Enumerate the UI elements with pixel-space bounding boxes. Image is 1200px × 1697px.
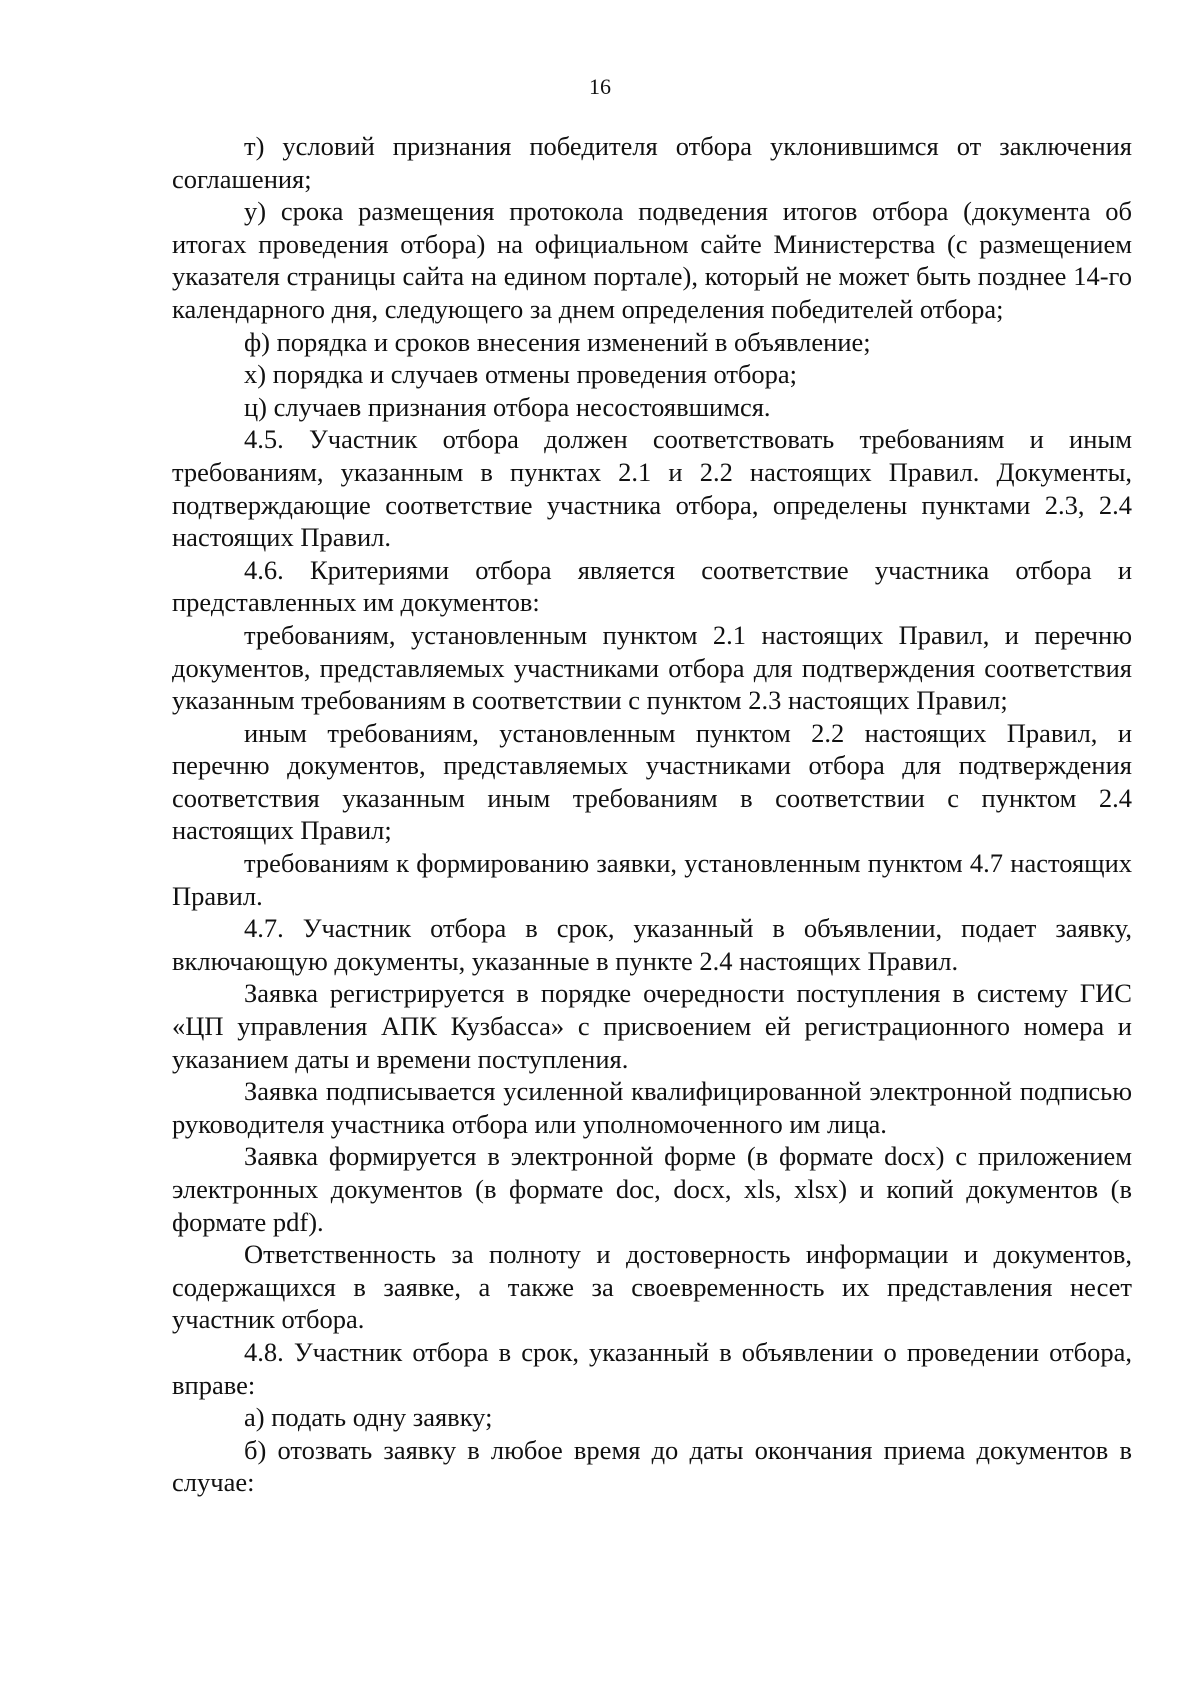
paragraph-b-withdraw-application: б) отозвать заявку в любое время до даты окончания приема документов в случае:	[172, 1434, 1132, 1498]
paragraph-4-7-application-submission: 4.7. Участник отбора в срок, указанный в объявлении, подает заявку, включающую документы, указанные в пункте 2.4 настоящих Правил.	[172, 913, 1132, 976]
paragraph-ts-selection-failed: ц) случаев признания отбора несостоявшимся.	[244, 391, 771, 422]
page-number: 16	[589, 74, 611, 99]
paragraph-application-registration: Заявка регистрируется в порядке очередности поступления в систему ГИС «ЦП управления АПК Кузбасса» с присвоением ей регистрационного номера и указанием даты и времени поступления.	[172, 978, 1132, 1074]
paragraph-criteria-application-4-7: требованиям к формированию заявки, установленным пунктом 4.7 настоящих Правил.	[172, 848, 1132, 911]
paragraph-criteria-requirements-2-2: иным требованиям, установленным пунктом 2.2 настоящих Правил, и перечню документов, представляемых участниками отбора для подтверждения соответствия указанным иным требованиям в соответствии с пунктом 2.4 настоящих Правил;	[172, 717, 1132, 846]
paragraph-4-8-participant-rights: 4.8. Участник отбора в срок, указанный в объявлении о проведении отбора, вправе:	[172, 1336, 1132, 1400]
paragraph-u-protocol-deadline: у) срока размещения протокола подведения итогов отбора (документа об итогах проведения отбора) на официальном сайте Министерства (с размещением указателя страницы сайта на едином портале), который не может быть позднее 14-го календарного дня, следующего за днем определения победителей отбора;	[172, 196, 1132, 324]
paragraph-criteria-requirements-2-1: требованиям, установленным пунктом 2.1 настоящих Правил, и перечню документов, представляемых участниками отбора для подтверждения соответствия указанным требованиям в соответствии с пунктом 2.3 настоящих Правил;	[172, 619, 1132, 716]
paragraph-4-5-participant-requirements: 4.5. Участник отбора должен соответствовать требованиям и иным требованиям, указанным в пунктах 2.1 и 2.2 настоящих Правил. Документы, подтверждающие соответствие участника отбора, определены пунктами 2.3, 2.4 настоящих Правил.	[172, 424, 1132, 553]
paragraph-t-winner-evasion: т) условий признания победителя отбора уклонившимся от заключения соглашения;	[172, 131, 1132, 194]
paragraph-application-signature: Заявка подписывается усиленной квалифицированной электронной подписью руководителя участника отбора или уполномоченного им лица.	[172, 1076, 1132, 1139]
document-body	[172, 130, 1132, 1499]
paragraph-application-responsibility: Ответственность за полноту и достоверность информации и документов, содержащихся в заявке, а также за своевременность их представления несет участник отбора.	[172, 1239, 1132, 1335]
paragraph-kh-selection-cancellation: х) порядка и случаев отмены проведения отбора;	[244, 359, 798, 390]
paragraph-f-announcement-changes: ф) порядка и сроков внесения изменений в объявление;	[244, 326, 871, 357]
paragraph-a-submit-one-application: а) подать одну заявку;	[244, 1402, 493, 1433]
paragraph-4-6-selection-criteria: 4.6. Критериями отбора является соответствие участника отбора и представленных им документов:	[172, 554, 1132, 618]
paragraph-application-format: Заявка формируется в электронной форме (в формате docx) с приложением электронных документов (в формате doc, docx, xls, xlsx) и копий документов (в формате pdf).	[172, 1141, 1132, 1237]
